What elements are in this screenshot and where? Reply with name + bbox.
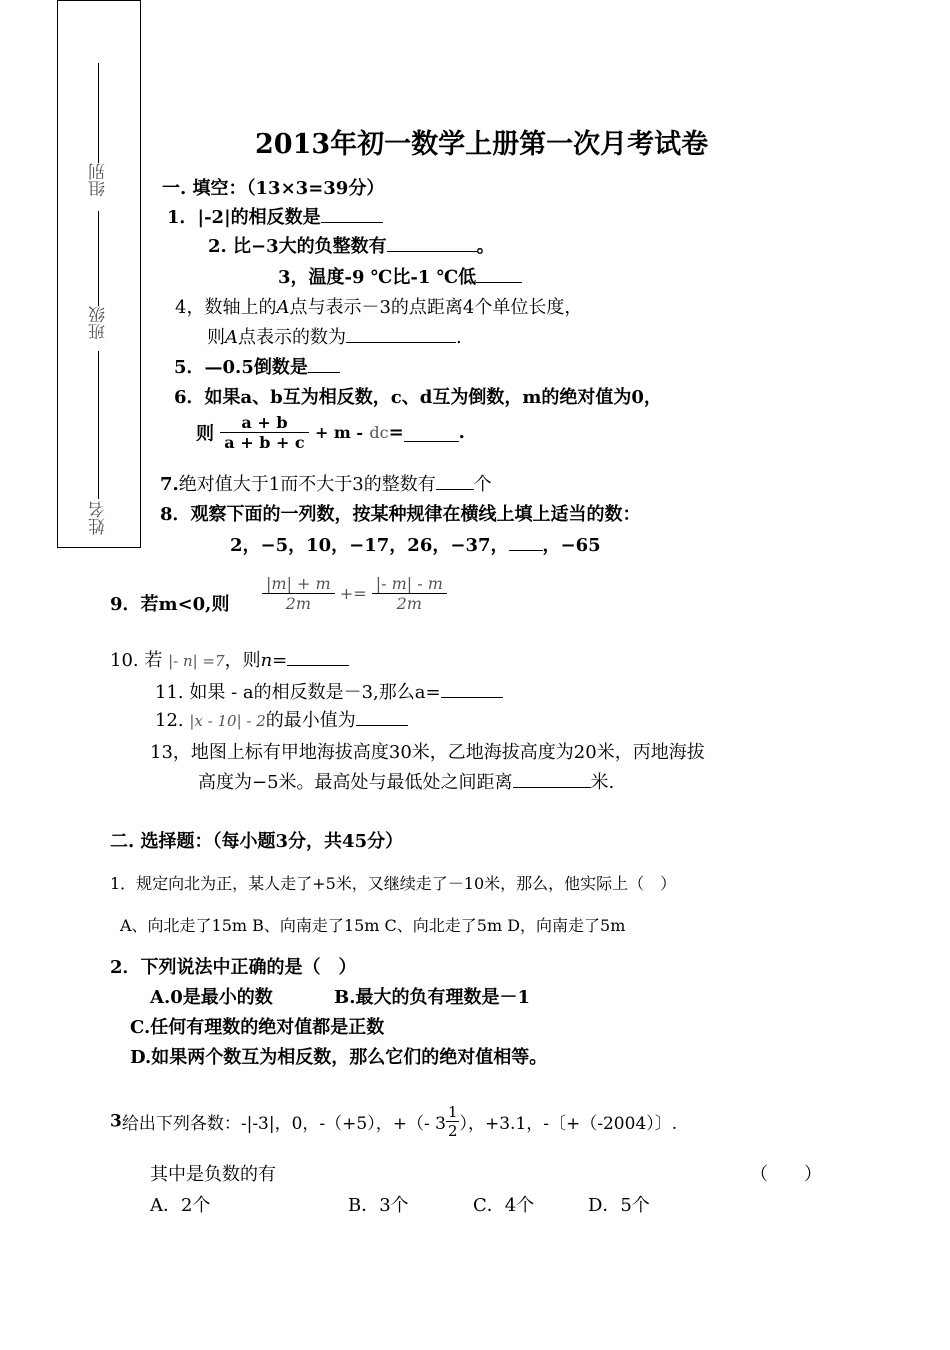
s2-q2-option-b: B.最大的负有理数是－1 xyxy=(334,987,531,1008)
s1-q4-text-b: 点与表示－3的点距离4个单位长度， xyxy=(289,297,583,318)
s2-q2: 2．下列说法中正确的是（ ） xyxy=(110,957,357,978)
s1-q6-fraction xyxy=(220,413,308,452)
s1-q6-end: . xyxy=(458,422,465,443)
s1-q6-den: a + b + c xyxy=(220,432,308,452)
s2-q3-frac-num: 1 xyxy=(447,1103,458,1121)
s1-q11 xyxy=(155,678,503,704)
s1-q7-num: 7. xyxy=(160,474,179,495)
s1-q10-text: 10. 若 xyxy=(110,650,163,671)
answer-blank[interactable] xyxy=(287,647,349,666)
s1-q10-n: n xyxy=(260,650,273,671)
s2-q3-frac-den: 2 xyxy=(447,1122,458,1140)
s1-q9-plus: += xyxy=(339,584,367,603)
section2-heading: 二. 选择题：（每小题3分，共45分） xyxy=(110,831,404,852)
answer-blank[interactable] xyxy=(356,707,408,726)
s1-q8-seq-b: ，−65 xyxy=(542,535,601,556)
s2-q3-fraction xyxy=(446,1103,460,1140)
s1-q7-end: 个 xyxy=(473,474,492,495)
s1-q6-eq: = xyxy=(388,422,404,443)
s1-q9-text: 9．若m<0,则 xyxy=(110,594,230,615)
s1-q1 xyxy=(167,203,383,229)
s1-q6-num: a + b xyxy=(241,413,288,432)
s1-q6-rest: + m - xyxy=(314,423,364,442)
s1-q6-line2 xyxy=(196,413,465,452)
answer-blank[interactable] xyxy=(387,233,477,252)
s1-q9-num1: |m| + m xyxy=(266,574,331,593)
s1-q4-line2 xyxy=(207,323,462,349)
s1-q10-expr: |- n| =7 xyxy=(168,652,225,670)
s1-q8-line2 xyxy=(230,531,601,557)
answer-blank[interactable] xyxy=(436,471,474,490)
s1-q10-then: ，则 xyxy=(224,650,261,671)
s1-q8-line1: 8．观察下面的一列数，按某种规律在横线上填上适当的数： xyxy=(160,504,641,525)
s2-q2-option-a: A.0是最小的数 xyxy=(150,987,273,1008)
class-line xyxy=(98,211,99,306)
group-line xyxy=(98,63,99,163)
name-line xyxy=(98,351,99,499)
s2-q3-option-a: A．2个 xyxy=(150,1195,211,1216)
s1-q4-end: . xyxy=(456,327,462,348)
s1-q1-text: 1．|-2|的相反数是 xyxy=(167,207,321,228)
s1-q13-end: 米. xyxy=(590,772,615,793)
s2-q1-options: A、向北走了15m B、向南走了15m C、向北走了5m D，向南走了5m xyxy=(120,916,626,935)
s1-q4-line1 xyxy=(175,293,582,319)
answer-blank[interactable] xyxy=(321,204,383,223)
s1-q2-end: 。 xyxy=(476,236,495,257)
s1-q9-den1: 2m xyxy=(262,593,335,613)
s1-q9-expression xyxy=(262,574,447,613)
s1-q8-seq-a: 2，−5，10，−17，26，−37， xyxy=(230,535,509,556)
s2-q3-paren: （ ） xyxy=(750,1164,822,1185)
s1-q3-text: 3，温度-9 ℃比-1 ℃低 xyxy=(278,267,477,288)
s1-q4-A: A xyxy=(276,297,290,318)
s2-q3-line1 xyxy=(110,1103,677,1140)
page-title: 2013年初一数学上册第一次月考试卷 xyxy=(255,129,709,160)
answer-blank[interactable] xyxy=(441,679,503,698)
s1-q6-line1: 6．如果a、b互为相反数，c、d互为倒数，m的绝对值为0， xyxy=(174,387,662,408)
s1-q6-dc: dc xyxy=(369,423,389,442)
s1-q6-then: 则 xyxy=(196,423,214,445)
s2-q3-option-b: B．3个 xyxy=(348,1195,409,1216)
s1-q9-num2: |- m| - m xyxy=(375,574,443,593)
s1-q12-text: 的最小值为 xyxy=(265,710,356,731)
s2-q3-option-d: D．5个 xyxy=(588,1195,650,1216)
s1-q7-text: 绝对值大于1而不大于3的整数有 xyxy=(178,474,436,495)
s1-q11-text: 11. 如果 - a的相反数是－3,那么a= xyxy=(155,682,441,703)
class-label: 班级 xyxy=(89,306,109,340)
answer-blank[interactable] xyxy=(404,423,459,442)
s1-q9-den2: 2m xyxy=(372,593,447,613)
s1-q4-then: 则 xyxy=(207,327,225,348)
s1-q2-text: 2. 比−3大的负整数有 xyxy=(208,236,387,257)
s1-q10-eq: = xyxy=(272,650,288,671)
s1-q5-text: 5．—0.5倒数是 xyxy=(174,357,308,378)
s2-q3-option-c: C．4个 xyxy=(473,1195,535,1216)
s1-q4-A2: A xyxy=(225,327,238,348)
s2-q3-text-a: 给出下列各数：-|-3|，0，-（+5），+（- 3 xyxy=(121,1114,446,1134)
s2-q3-num: 3 xyxy=(110,1111,122,1132)
s2-q2-option-c: C.任何有理数的绝对值都是正数 xyxy=(130,1017,385,1038)
s1-q2 xyxy=(208,232,495,258)
answer-blank[interactable] xyxy=(509,532,543,551)
s1-q13-line1: 13，地图上标有甲地海拔高度30米，乙地海拔高度为20米，丙地海拔 xyxy=(150,742,705,763)
s2-q3-text-b: ），+3.1，-〔+（-2004）〕. xyxy=(459,1114,678,1134)
section1-heading: 一. 填空：（13×3=39分） xyxy=(162,178,385,199)
s2-q2-option-d: D.如果两个数互为相反数，那么它们的绝对值相等。 xyxy=(130,1047,548,1068)
s1-q13-text: 高度为−5米。最高处与最低处之间距离 xyxy=(198,772,513,793)
s2-q1: 1．规定向北为正，某人走了+5米，又继续走了－10米，那么，他实际上（ ） xyxy=(110,874,677,893)
answer-blank[interactable] xyxy=(308,354,340,373)
answer-blank[interactable] xyxy=(513,769,591,788)
answer-blank[interactable] xyxy=(346,324,456,343)
group-label: 组别 xyxy=(89,163,109,197)
binding-box xyxy=(57,0,141,548)
answer-blank[interactable] xyxy=(476,264,522,283)
s1-q7 xyxy=(160,470,492,496)
s1-q3 xyxy=(278,263,522,289)
s1-q12-expr: |x - 10| - 2 xyxy=(189,712,266,730)
s1-q12-num: 12. xyxy=(155,710,184,731)
s1-q4-text-a: 4，数轴上的 xyxy=(175,297,277,318)
s1-q12 xyxy=(155,706,408,732)
s1-q9-frac2 xyxy=(372,574,447,613)
s1-q5 xyxy=(174,353,340,379)
s1-q4-text-c: 点表示的数为 xyxy=(238,327,346,348)
s1-q9-frac1 xyxy=(262,574,335,613)
name-label: 姓名 xyxy=(89,501,109,535)
s1-q13-line2 xyxy=(198,768,614,794)
s2-q3-line2: 其中是负数的有 xyxy=(150,1164,276,1185)
s1-q10 xyxy=(110,646,349,672)
